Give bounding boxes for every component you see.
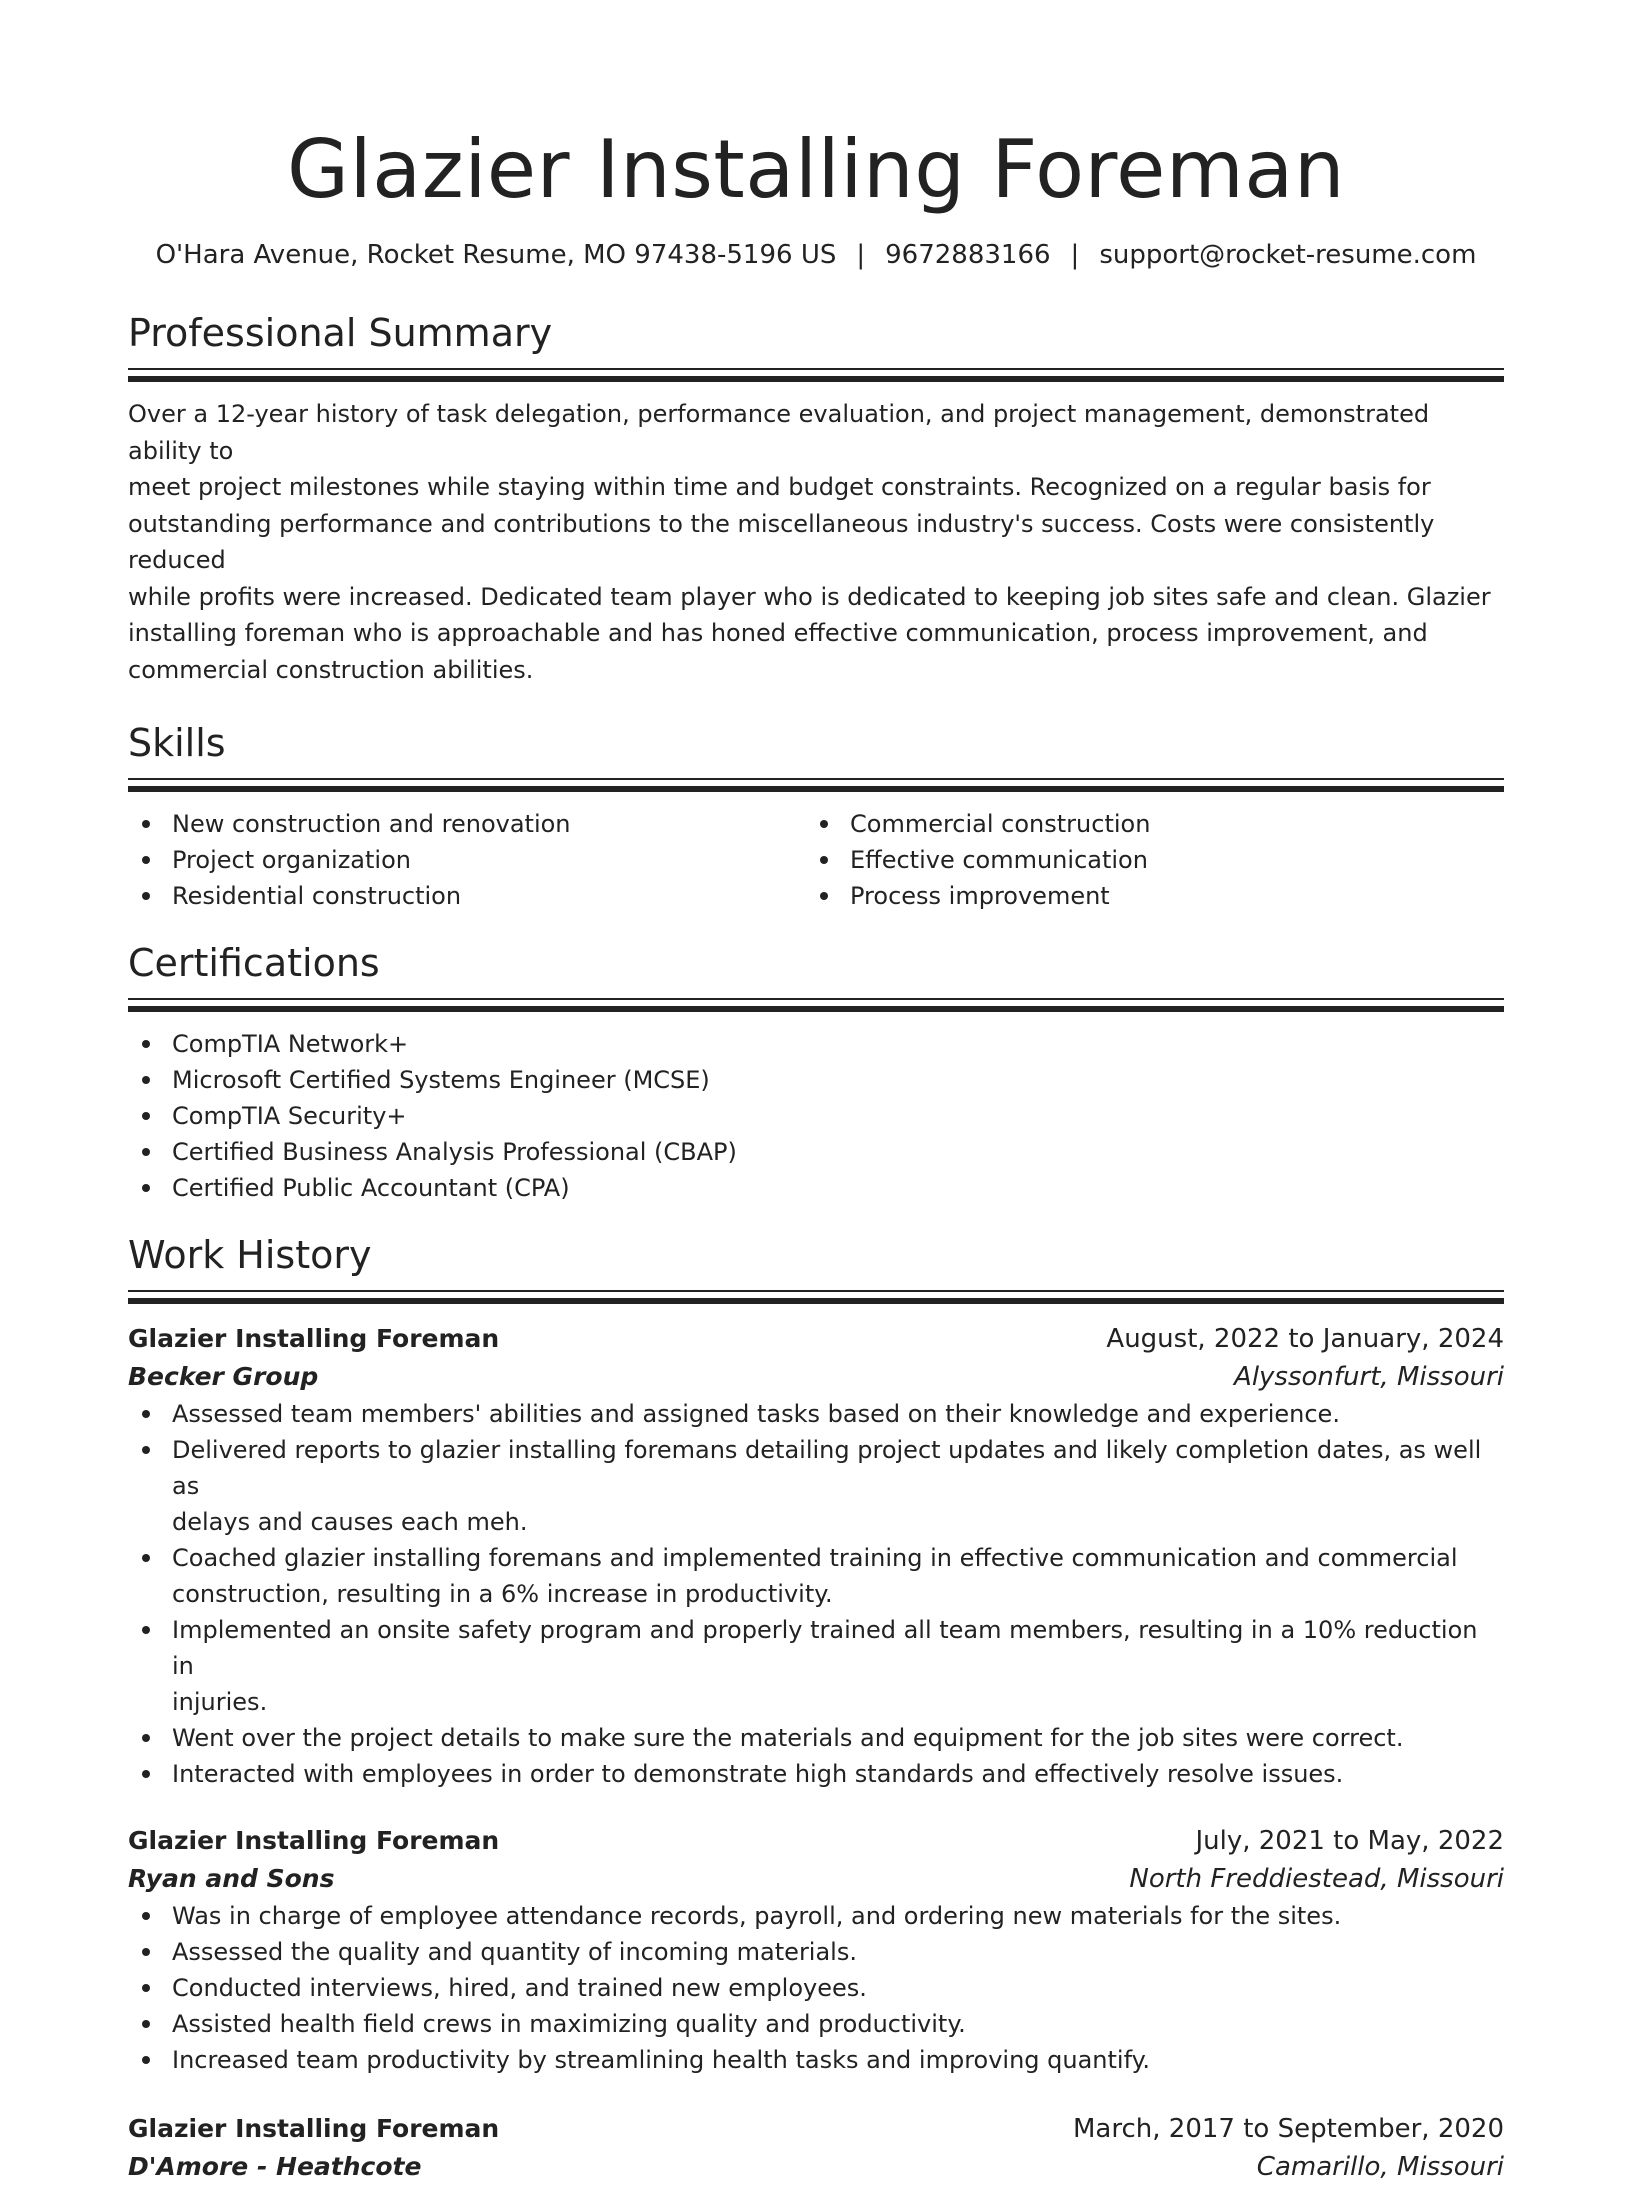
job-bullet xyxy=(128,2006,1504,2042)
job-title: Glazier Installing Foreman xyxy=(128,1324,500,1353)
contact-phone: 9672883166 xyxy=(885,240,1051,270)
section-divider xyxy=(128,368,1504,382)
job-entry xyxy=(128,1320,1504,1792)
job-bullet xyxy=(128,1720,1504,1756)
contact-email[interactable]: support@rocket-resume.com xyxy=(1099,240,1477,270)
bullet-line: delays and causes each meh. xyxy=(172,1508,528,1536)
skill-item: Commercial construction xyxy=(806,806,1484,842)
certifications-section xyxy=(128,940,1504,1206)
certifications-list xyxy=(128,1026,1504,1206)
job-location: Camarillo, Missouri xyxy=(1256,2152,1504,2182)
skills-list-right xyxy=(806,806,1484,914)
job-company: Becker Group xyxy=(128,1362,319,1391)
job-dates: August, 2022 to January, 2024 xyxy=(1106,1324,1504,1354)
skill-item: New construction and renovation xyxy=(128,806,806,842)
summary-line: installing foreman who is approachable and has honed effective communication, process improvement, and xyxy=(128,619,1428,647)
skill-item: Project organization xyxy=(128,842,806,878)
job-entry xyxy=(128,2110,1504,2186)
skill-item: Effective communication xyxy=(806,842,1484,878)
contact-separator: | xyxy=(1070,240,1080,270)
job-bullet xyxy=(128,1970,1504,2006)
job-bullet xyxy=(128,1898,1504,1934)
job-title: Glazier Installing Foreman xyxy=(128,1826,500,1855)
job-company-row xyxy=(128,2148,1504,2186)
job-entry xyxy=(128,1822,1504,2078)
certification-item: Certified Business Analysis Professional (CBAP) xyxy=(128,1134,1504,1170)
section-heading-work-history: Work History xyxy=(128,1233,372,1277)
summary-line: Over a 12-year history of task delegation, performance evaluation, and project management, demonstrated ability to xyxy=(128,400,1430,465)
contact-address: O'Hara Avenue, Rocket Resume, MO 97438-5196 US xyxy=(155,240,837,270)
job-bullet xyxy=(128,1934,1504,1970)
certification-item: Certified Public Accountant (CPA) xyxy=(128,1170,1504,1206)
job-bullet xyxy=(128,2042,1504,2078)
skills-columns xyxy=(128,806,1504,914)
skills-list-left xyxy=(128,806,806,914)
resume-page xyxy=(128,0,1504,2186)
job-dates: March, 2017 to September, 2020 xyxy=(1073,2114,1504,2144)
bullet-line: Was in charge of employee attendance records, payroll, and ordering new materials for the sites. xyxy=(172,1902,1342,1930)
summary-line: outstanding performance and contributions to the miscellaneous industry's success. Costs were consistently reduced xyxy=(128,509,1435,574)
section-heading-summary: Professional Summary xyxy=(128,311,553,355)
job-bullet xyxy=(128,1756,1504,1792)
job-location: North Freddiestead, Missouri xyxy=(1129,1864,1504,1894)
certification-item: CompTIA Security+ xyxy=(128,1098,1504,1134)
bullet-line: Assisted health field crews in maximizing quality and productivity. xyxy=(172,2010,966,2038)
summary-text xyxy=(128,396,1504,688)
job-company-row xyxy=(128,1358,1504,1396)
section-divider xyxy=(128,998,1504,1012)
job-bullet xyxy=(128,1396,1504,1432)
job-dates: July, 2021 to May, 2022 xyxy=(1195,1826,1504,1856)
job-company: Ryan and Sons xyxy=(128,1864,335,1893)
resume-title: Glazier Installing Foreman xyxy=(286,123,1346,216)
work-history-section xyxy=(128,1232,1504,2186)
job-bullet xyxy=(128,1612,1504,1720)
bullet-line: Implemented an onsite safety program and properly trained all team members, resulting in a 10% reduction in xyxy=(172,1616,1478,1680)
bullet-line: injuries. xyxy=(172,1688,268,1716)
job-bullets xyxy=(128,1898,1504,2078)
job-bullets xyxy=(128,1396,1504,1792)
section-divider xyxy=(128,778,1504,792)
bullet-line: Went over the project details to make sure the materials and equipment for the job sites were correct. xyxy=(172,1724,1404,1752)
bullet-line: Delivered reports to glazier installing foremans detailing project updates and likely completion dates, as well as xyxy=(172,1436,1482,1500)
contact-separator: | xyxy=(856,240,866,270)
bullet-line: Assessed team members' abilities and assigned tasks based on their knowledge and experience. xyxy=(172,1400,1340,1428)
section-divider xyxy=(128,1290,1504,1304)
skills-section xyxy=(128,720,1504,914)
job-location: Alyssonfurt, Missouri xyxy=(1234,1362,1504,1392)
summary-section xyxy=(128,310,1504,688)
job-bullet xyxy=(128,1432,1504,1540)
job-header-row xyxy=(128,1822,1504,1860)
section-heading-certifications: Certifications xyxy=(128,941,380,985)
skill-item: Process improvement xyxy=(806,878,1484,914)
bullet-line: Increased team productivity by streamlining health tasks and improving quantify. xyxy=(172,2046,1151,2074)
bullet-line: Coached glazier installing foremans and implemented training in effective communication and commercial xyxy=(172,1544,1458,1572)
job-header-row xyxy=(128,1320,1504,1358)
certification-item: CompTIA Network+ xyxy=(128,1026,1504,1062)
bullet-line: Interacted with employees in order to demonstrate high standards and effectively resolve issues. xyxy=(172,1760,1344,1788)
job-header-row xyxy=(128,2110,1504,2148)
certification-item: Microsoft Certified Systems Engineer (MCSE) xyxy=(128,1062,1504,1098)
contact-line xyxy=(128,238,1504,272)
job-company: D'Amore - Heathcote xyxy=(128,2152,422,2181)
job-title: Glazier Installing Foreman xyxy=(128,2114,500,2143)
skill-item: Residential construction xyxy=(128,878,806,914)
bullet-line: construction, resulting in a 6% increase in productivity. xyxy=(172,1580,833,1608)
bullet-line: Conducted interviews, hired, and trained new employees. xyxy=(172,1974,867,2002)
job-company-row xyxy=(128,1860,1504,1898)
summary-line: meet project milestones while staying within time and budget constraints. Recognized on a regular basis for xyxy=(128,473,1431,501)
summary-line: while profits were increased. Dedicated team player who is dedicated to keeping job sites safe and clean. Glazier xyxy=(128,582,1491,611)
summary-line: commercial construction abilities. xyxy=(128,655,534,684)
bullet-line: Assessed the quality and quantity of incoming materials. xyxy=(172,1938,857,1966)
job-bullet xyxy=(128,1540,1504,1612)
section-heading-skills: Skills xyxy=(128,721,226,765)
